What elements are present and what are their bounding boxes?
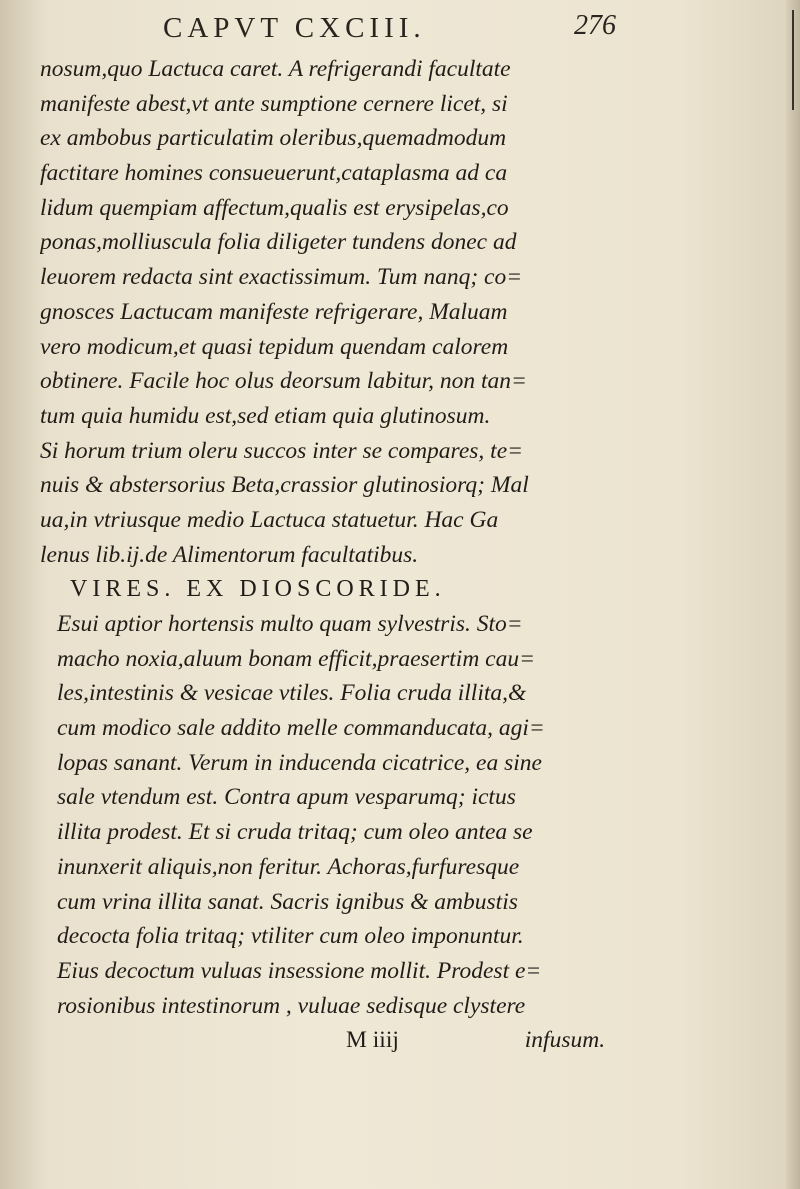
text-line: manifeste abest,vt ante sumptione cernere licet, si	[40, 90, 508, 117]
section-heading: VIRES. EX DIOSCORIDE.	[70, 576, 446, 603]
text-line: vero modicum,et quasi tepidum quendam calorem	[40, 333, 509, 360]
text-line: factitare homines consueuerunt,cataplasma ad ca	[40, 160, 508, 187]
text-line: inunxerit aliquis,non feritur. Achoras,furfuresque	[57, 853, 520, 880]
text-line: lopas sanant. Verum in inducenda cicatrice, ea sine	[57, 749, 542, 776]
page-footer-line	[40, 1023, 730, 1058]
text-line: gnosces Lactucam manifeste refrigerare, Maluam	[40, 298, 508, 325]
text-line: sale vtendum est. Contra apum vesparumq; ictus	[57, 784, 516, 811]
page-edge	[786, 0, 800, 1189]
text-line: cum modico sale addito melle commanducata, agi=	[57, 715, 545, 742]
text-line: Eius decoctum vuluas insessione mollit. Prodest e=	[57, 957, 542, 984]
text-line: illita prodest. Et si cruda tritaq; cum oleo antea se	[57, 819, 533, 846]
signature-mark: M iiij	[346, 1027, 399, 1054]
text-line: ponas,molliuscula folia diligeter tundens donec ad	[40, 229, 517, 256]
text-line: ex ambobus particulatim oleribus,quemadmodum	[40, 125, 507, 152]
catchword: infusum.	[524, 1027, 606, 1054]
text-line: obtinere. Facile hoc olus deorsum labitur, non tan=	[40, 368, 527, 395]
chapter-heading: CAPVT CXCIII.	[163, 12, 426, 44]
text-line: lidum quempiam affectum,qualis est erysipelas,co	[40, 194, 509, 221]
text-line: tum quia humidu est,sed etiam quia glutinosum.	[40, 402, 491, 429]
folio-number: 276	[574, 10, 616, 41]
text-line: leuorem redacta sint exactissimum. Tum nanq; co=	[40, 264, 523, 291]
text-line: cum vrina illita sanat. Sacris ignibus & ambustis	[57, 888, 518, 915]
text-block	[40, 52, 730, 1058]
text-line: Si horum trium oleru succos inter se compares, te=	[40, 437, 523, 464]
text-line: macho noxia,aluum bonam efficit,praesertim cau=	[57, 645, 535, 672]
text-line: nuis & abstersorius Beta,crassior glutinosiorq; Mal	[40, 472, 529, 499]
text-line: nosum,quo Lactuca caret. A refrigerandi facultate	[40, 56, 511, 82]
text-line: Esui aptior hortensis multo quam sylvestris. Sto=	[57, 611, 523, 637]
text-line: decocta folia tritaq; vtiliter cum oleo imponuntur.	[57, 923, 524, 950]
text-line: lenus lib.ij.de Alimentorum facultatibus.	[40, 541, 419, 568]
text-line: les,intestinis & vesicae vtiles. Folia cruda illita,&	[57, 680, 527, 707]
text-line: rosionibus intestinorum , vuluae sedisque clystere	[57, 992, 526, 1019]
text-line: ua,in vtriusque medio Lactuca statuetur. Hac Ga	[40, 506, 499, 533]
running-head	[0, 4, 800, 50]
